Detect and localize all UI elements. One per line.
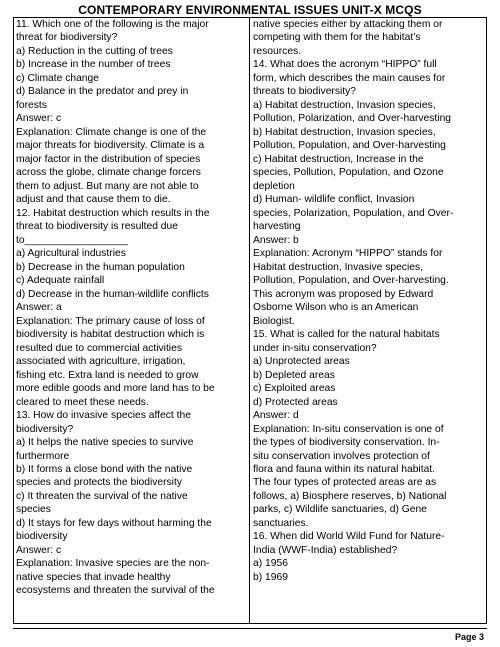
text-line: sanctuaries. bbox=[253, 517, 309, 529]
text-line: This acronym was proposed by Edward bbox=[253, 288, 434, 300]
text-line: across the globe, climate change forcers bbox=[16, 167, 201, 179]
page-number: Page 3 bbox=[454, 632, 484, 642]
text-line: harvesting bbox=[253, 221, 301, 233]
text-line: threat to biodiversity is resulted due bbox=[16, 221, 178, 233]
text-line: resources. bbox=[253, 45, 302, 57]
text-line: Pollution, Polarization, and Over-harvesting bbox=[253, 113, 452, 125]
text-line: b) Decrease in the human population bbox=[16, 261, 185, 273]
text-line: Answer: c bbox=[16, 544, 62, 556]
text-line: 14. What does the acronym “HIPPO” full bbox=[253, 59, 437, 71]
text-line: major factor in the distribution of species bbox=[16, 153, 201, 165]
text-line: flora and fauna within its natural habitat. bbox=[253, 463, 436, 475]
footer-rule bbox=[13, 628, 487, 629]
text-line: species, Pollution, Population, and Ozone bbox=[253, 167, 444, 179]
text-line: a) Unprotected areas bbox=[253, 356, 350, 368]
left-column bbox=[16, 18, 246, 598]
text-line: ecosystems and threaten the survival of the bbox=[16, 585, 215, 597]
text-line: biodiversity bbox=[16, 531, 68, 543]
text-line: Pollution, Population, and Over-harvesting. bbox=[253, 275, 449, 287]
text-line: 11. Which one of the following is the major bbox=[16, 19, 209, 30]
text-line: c) Exploited areas bbox=[253, 383, 336, 395]
text-line: depletion bbox=[253, 180, 295, 192]
text-line: them to adjust. But many are not able to bbox=[16, 180, 199, 192]
text-line: threat for biodiversity? bbox=[16, 32, 118, 44]
text-line: situ conservation involves protection of bbox=[253, 450, 430, 462]
text-line: Answer: a bbox=[16, 302, 62, 314]
text-line: species, Polarization, Population, and Over- bbox=[253, 207, 454, 219]
page-header: CONTEMPORARY ENVIRONMENTAL ISSUES UNIT-X MCQS bbox=[78, 3, 422, 17]
text-line: under in-situ conservation? bbox=[253, 342, 377, 354]
text-line: biodiversity is habitat destruction which is bbox=[16, 329, 205, 341]
text-line: form, which describes the main causes for bbox=[253, 72, 446, 84]
text-line: c) Climate change bbox=[16, 72, 99, 84]
text-line: Answer: b bbox=[253, 234, 299, 246]
text-line: furthermore bbox=[16, 450, 70, 462]
text-line: Osborne Wilson who is an American bbox=[253, 302, 419, 314]
text-line: species bbox=[16, 504, 51, 516]
text-line: forests bbox=[16, 99, 47, 111]
text-line: b) Increase in the number of trees bbox=[16, 59, 171, 71]
text-line: d) Human- wildlife conflict, Invasion bbox=[253, 194, 415, 206]
text-line: a) It helps the native species to survive bbox=[16, 437, 194, 449]
text-line: follows, a) Biosphere reserves, b) National bbox=[253, 490, 447, 502]
text-line: a) 1956 bbox=[253, 558, 288, 570]
text-line: c) It threaten the survival of the native bbox=[16, 490, 188, 502]
text-line: 15. What is called for the natural habitats bbox=[253, 329, 440, 341]
text-line: b) 1969 bbox=[253, 571, 288, 583]
text-line: The four types of protected areas are as bbox=[253, 477, 437, 489]
text-line: biodiversity? bbox=[16, 423, 74, 435]
text-line: Answer: d bbox=[253, 410, 299, 422]
text-line: native species either by attacking them or bbox=[253, 19, 443, 30]
text-line: the types of biodiversity conservation. In- bbox=[253, 437, 440, 449]
text-line: Answer: c bbox=[16, 113, 62, 125]
text-line: d) Balance in the predator and prey in bbox=[16, 86, 189, 98]
text-line: a) Reduction in the cutting of trees bbox=[16, 45, 173, 57]
text-line: b) Depleted areas bbox=[253, 369, 335, 381]
text-line: 12. Habitat destruction which results in the bbox=[16, 207, 210, 219]
text-line: to__________________ bbox=[16, 234, 128, 246]
right-column bbox=[253, 18, 485, 584]
text-line: associated with agriculture, irrigation, bbox=[16, 356, 186, 368]
text-line: d) Decrease in the human-wildlife conflicts bbox=[16, 288, 209, 300]
text-line: Pollution, Population, and Over-harvesting bbox=[253, 140, 446, 152]
text-line: 16. When did World Wild Fund for Nature- bbox=[253, 531, 445, 543]
text-line: d) Protected areas bbox=[253, 396, 338, 408]
text-line: India (WWF-India) established? bbox=[253, 544, 398, 556]
text-line: more edible goods and more land has to be bbox=[16, 383, 215, 395]
text-line: native species that invade healthy bbox=[16, 571, 171, 583]
text-line: adjust and that cause them to die. bbox=[16, 194, 171, 206]
text-line: Explanation: Climate change is one of the bbox=[16, 126, 207, 138]
text-line: threats to biodiversity? bbox=[253, 86, 357, 98]
text-line: a) Agricultural industries bbox=[16, 248, 126, 260]
text-line: Explanation: Acronym “HIPPO” stands for bbox=[253, 248, 443, 260]
text-line: species and protects the biodiversity bbox=[16, 477, 182, 489]
text-line: Explanation: Invasive species are the non- bbox=[16, 558, 210, 570]
text-line: b) Habitat destruction, Invasion species, bbox=[253, 126, 436, 138]
text-line: a) Habitat destruction, Invasion species, bbox=[253, 99, 436, 111]
text-line: 13. How do invasive species affect the bbox=[16, 410, 191, 422]
text-line: fishing etc. Extra land is needed to grow bbox=[16, 369, 199, 381]
text-line: cleared to meet these needs. bbox=[16, 396, 149, 408]
text-line: b) It forms a close bond with the native bbox=[16, 463, 193, 475]
text-line: resulted due to commercial activities bbox=[16, 342, 182, 354]
column-divider bbox=[249, 17, 250, 624]
text-line: d) It stays for few days without harming the bbox=[16, 517, 212, 529]
text-line: Biologist. bbox=[253, 315, 295, 327]
text-line: c) Adequate rainfall bbox=[16, 275, 105, 287]
text-line: major threats for biodiversity. Climate is a bbox=[16, 140, 205, 152]
text-line: competing with them for the habitat’s bbox=[253, 32, 421, 44]
text-line: parks, c) Wildlife sanctuaries, d) Gene bbox=[253, 504, 427, 516]
text-line: Habitat destruction, Invasive species, bbox=[253, 261, 423, 273]
text-line: c) Habitat destruction, Increase in the bbox=[253, 153, 424, 165]
text-line: Explanation: In-situ conservation is one of bbox=[253, 423, 444, 435]
text-line: Explanation: The primary cause of loss of bbox=[16, 315, 205, 327]
